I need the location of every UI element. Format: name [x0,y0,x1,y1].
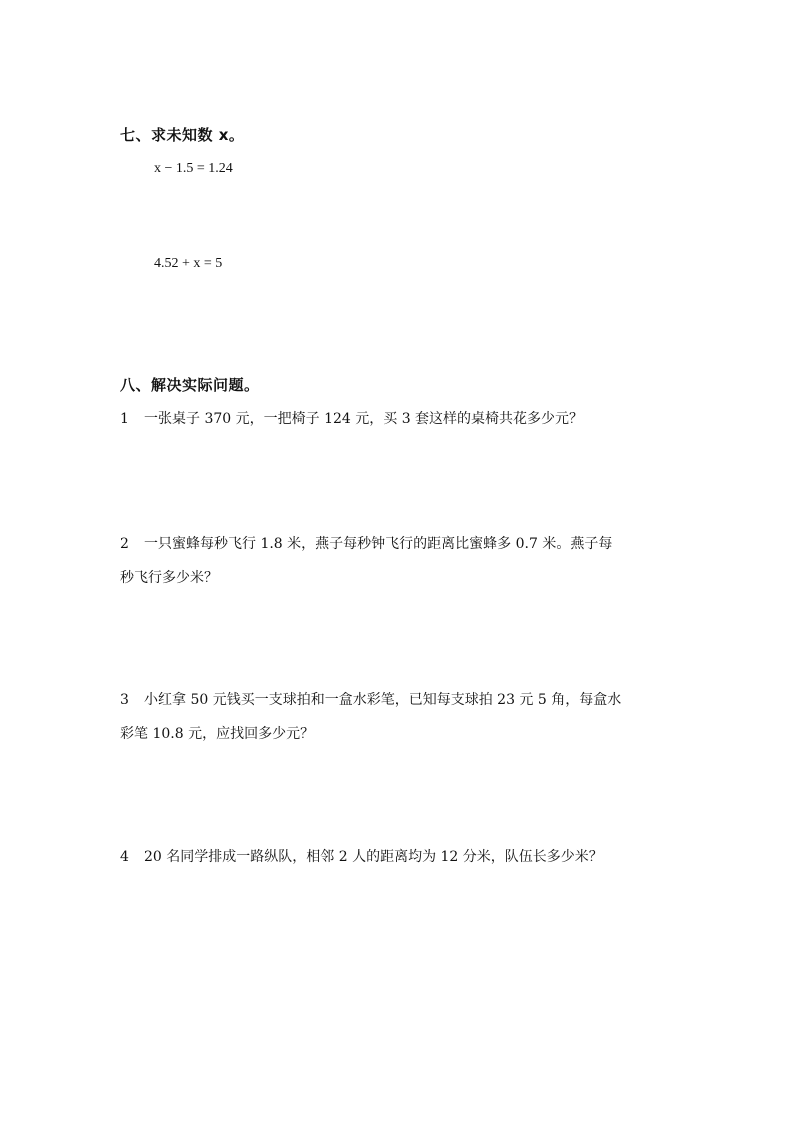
problem-text: 小红拿 50 元钱买一支球拍和一盒水彩笔，已知每支球拍 23 元 5 角，每盒水 [144,692,622,708]
problem-text: 20 名同学排成一路纵队，相邻 2 人的距离均为 12 分米，队伍长多少米？ [144,849,603,865]
problem-number: 1 [120,411,129,427]
equation-2: 4.52 + x = 5 [154,256,223,271]
problem-text: 彩笔 10.8 元，应找回多少元？ [120,726,315,742]
problem-text: 一只蜜蜂每秒飞行 1.8 米，燕子每秒钟飞行的距离比蜜蜂多 0.7 米。燕子每 [144,536,613,552]
problem-number: 2 [120,536,129,552]
problem-text: 一张桌子 370 元，一把椅子 124 元，买 3 套这样的桌椅共花多少元？ [144,411,584,427]
problem-1 [120,402,583,436]
equation-1: x − 1.5 = 1.24 [154,161,233,176]
problem-text: 秒飞行多少米？ [120,570,218,586]
section-8-heading: 八、解决实际问题。 [120,376,260,394]
problem-number: 3 [120,692,129,708]
section-7-heading: 七、求未知数 x。 [120,126,245,144]
problem-number: 4 [120,849,129,865]
problem-4 [120,840,603,874]
problem-3 [120,683,621,751]
problem-2 [120,527,612,595]
